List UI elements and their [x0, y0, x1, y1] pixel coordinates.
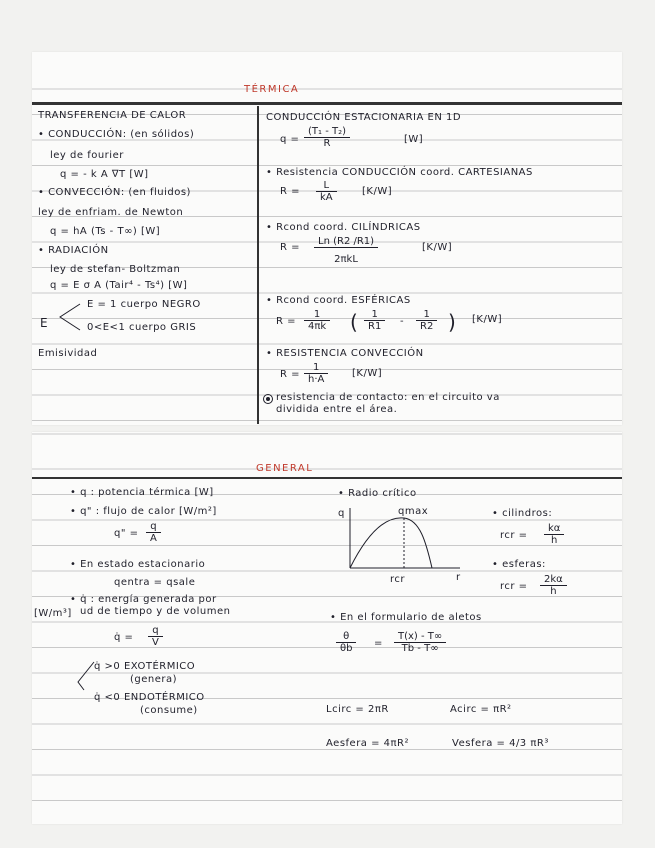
fourier-law-label: ley de fourier — [50, 150, 124, 161]
fins-temperature-fraction: $\frac{T(x) - T\infty}{Tb - T\infty}$ — [394, 631, 446, 654]
page-title: TÉRMICA — [244, 84, 300, 95]
spheres-label: • esferas: — [492, 559, 546, 570]
cylindrical-r-lhs: R = — [280, 242, 301, 253]
sphere-area-formula: Aesfera = 4πR² — [326, 738, 410, 749]
spherical-r-lhs: R = — [276, 316, 297, 327]
steady-conduction-heading: CONDUCCIÓN ESTACIONARIA EN 1D — [266, 112, 462, 123]
cartesian-r-fraction: $\frac{L}{kA}$ — [316, 180, 337, 203]
generated-energy-def: • q̇ : energía generada por — [70, 594, 217, 605]
conduction-q-fraction: $\frac{\text{(T₁ - T₂)}}{R}$ — [304, 126, 350, 149]
contact-resistance-note-1: resistencia de contacto: en el circuito va — [276, 392, 500, 403]
conduction-label: • CONDUCCIÓN: (en sólidos) — [38, 129, 195, 140]
notebook-page-general — [32, 432, 622, 824]
graph-y-axis-label: q — [338, 508, 345, 519]
stefan-boltzmann-equation: q = E σ A (Tair⁴ - Ts⁴) [W] — [50, 280, 188, 291]
spherical-r-minus: - — [400, 316, 405, 327]
generated-energy-fraction: $\frac{q}{V}$ — [148, 625, 163, 648]
endothermic-note: (consume) — [140, 705, 198, 716]
convection-r-fraction: $\frac{1}{h\cdot A}$ — [304, 362, 328, 385]
stefan-boltzmann-label: ley de stefan- Boltzman — [50, 264, 181, 275]
convection-r-lhs: R = — [280, 369, 301, 380]
graph-rcr-label: rcr — [390, 574, 406, 585]
page-title: GENERAL — [256, 463, 314, 474]
emissivity-label: Emisividad — [38, 348, 98, 359]
circle-length-formula: Lcirc = 2πR — [326, 704, 389, 715]
open-paren-icon: ( — [350, 310, 359, 334]
title-divider — [32, 477, 622, 479]
contact-resistance-note-2: dividida entre el área. — [276, 404, 398, 415]
conduction-q-unit: [W] — [404, 134, 424, 145]
heat-flux-lhs: q" = — [114, 528, 139, 539]
heat-flux-fraction: $\frac{q}{A}$ — [146, 521, 161, 544]
black-body-line: E = 1 cuerpo NEGRO — [87, 299, 201, 310]
cartesian-r-lhs: R = — [280, 186, 301, 197]
close-paren-icon: ) — [448, 310, 457, 334]
spherical-r-fraction-3: $\frac{1}{R2}$ — [416, 309, 437, 332]
endothermic-label: q̇ <0 ENDOTÉRMICO — [94, 692, 205, 703]
grey-body-line: 0<E<1 cuerpo GRIS — [87, 322, 197, 333]
cartesian-resistance-heading: • Resistencia CONDUCCIÓN coord. CARTESIANAS — [266, 167, 533, 178]
convection-label: • CONVECCIÓN: (en fluidos) — [38, 187, 191, 198]
brace-icon — [54, 300, 84, 334]
exothermic-label: q̇ >0 EXOTÉRMICO — [94, 661, 196, 672]
spherical-r-fraction-1: $\frac{1}{4\pi k}$ — [304, 309, 330, 332]
convection-resistance-heading: • RESISTENCIA CONVECCIÓN — [266, 348, 424, 359]
critical-radius-heading: • Radio crítico — [338, 488, 417, 499]
fins-equals: = — [374, 638, 383, 649]
cylindrical-r-fraction: Ln (R2 /R1) 2πkL — [314, 236, 378, 265]
fins-theta-fraction: $\frac{\theta}{\theta b}$ — [336, 631, 356, 654]
circle-area-formula: Acirc = πR² — [450, 704, 512, 715]
conduction-q-lhs: q = — [280, 134, 300, 145]
fourier-equation: q = - k A ∇T [W] — [60, 169, 149, 180]
column-divider — [257, 106, 259, 424]
graph-x-axis-label: r — [456, 572, 461, 583]
sphere-volume-formula: Vesfera = 4/3 πR³ — [452, 738, 549, 749]
cylinders-label: • cilindros: — [492, 508, 553, 519]
bullet-circle-icon — [262, 393, 274, 405]
heat-flux-def: • q" : flujo de calor [W/m²] — [70, 506, 217, 517]
convection-r-unit: [K/W] — [352, 368, 383, 379]
spherical-r-unit: [K/W] — [472, 314, 503, 325]
cylinders-lhs: rcr = — [500, 530, 528, 541]
newton-equation: q = hA (Ts - T∞) [W] — [50, 226, 161, 237]
spherical-resistance-heading: • Rcond coord. ESFÉRICAS — [266, 295, 411, 306]
steady-state-label: • En estado estacionario — [70, 559, 206, 570]
emissivity-symbol: E — [40, 316, 49, 330]
cylindrical-resistance-heading: • Rcond coord. CILÍNDRICAS — [266, 222, 421, 233]
spheres-lhs: rcr = — [500, 581, 528, 592]
radiation-label: • RADIACIÓN — [38, 245, 109, 256]
exothermic-note: (genera) — [130, 674, 178, 685]
generated-energy-unit: [W/m³] — [34, 608, 72, 619]
cartesian-r-unit: [K/W] — [362, 186, 393, 197]
notebook-page-thermal — [32, 52, 622, 425]
fins-heading: • En el formulario de aletos — [330, 612, 482, 623]
spheres-fraction: $\frac{2k\alpha}{h}$ — [540, 574, 567, 597]
thermal-power-def: • q : potencia térmica [W] — [70, 487, 214, 498]
heading-heat-transfer: TRANSFERENCIA DE CALOR — [38, 110, 187, 121]
generated-energy-def-cont: ud de tiempo y de volumen — [80, 606, 231, 617]
newton-law-label: ley de enfriam. de Newton — [38, 207, 184, 218]
graph-peak-label: qmax — [398, 506, 429, 517]
cylindrical-r-unit: [K/W] — [422, 242, 453, 253]
title-divider — [32, 102, 622, 105]
steady-state-equation: qentra = qsale — [114, 577, 196, 588]
cylinders-fraction: $\frac{k\alpha}{h}$ — [544, 523, 564, 546]
generated-energy-lhs: q̇ = — [114, 632, 134, 643]
spherical-r-fraction-2: $\frac{1}{R1}$ — [364, 309, 385, 332]
